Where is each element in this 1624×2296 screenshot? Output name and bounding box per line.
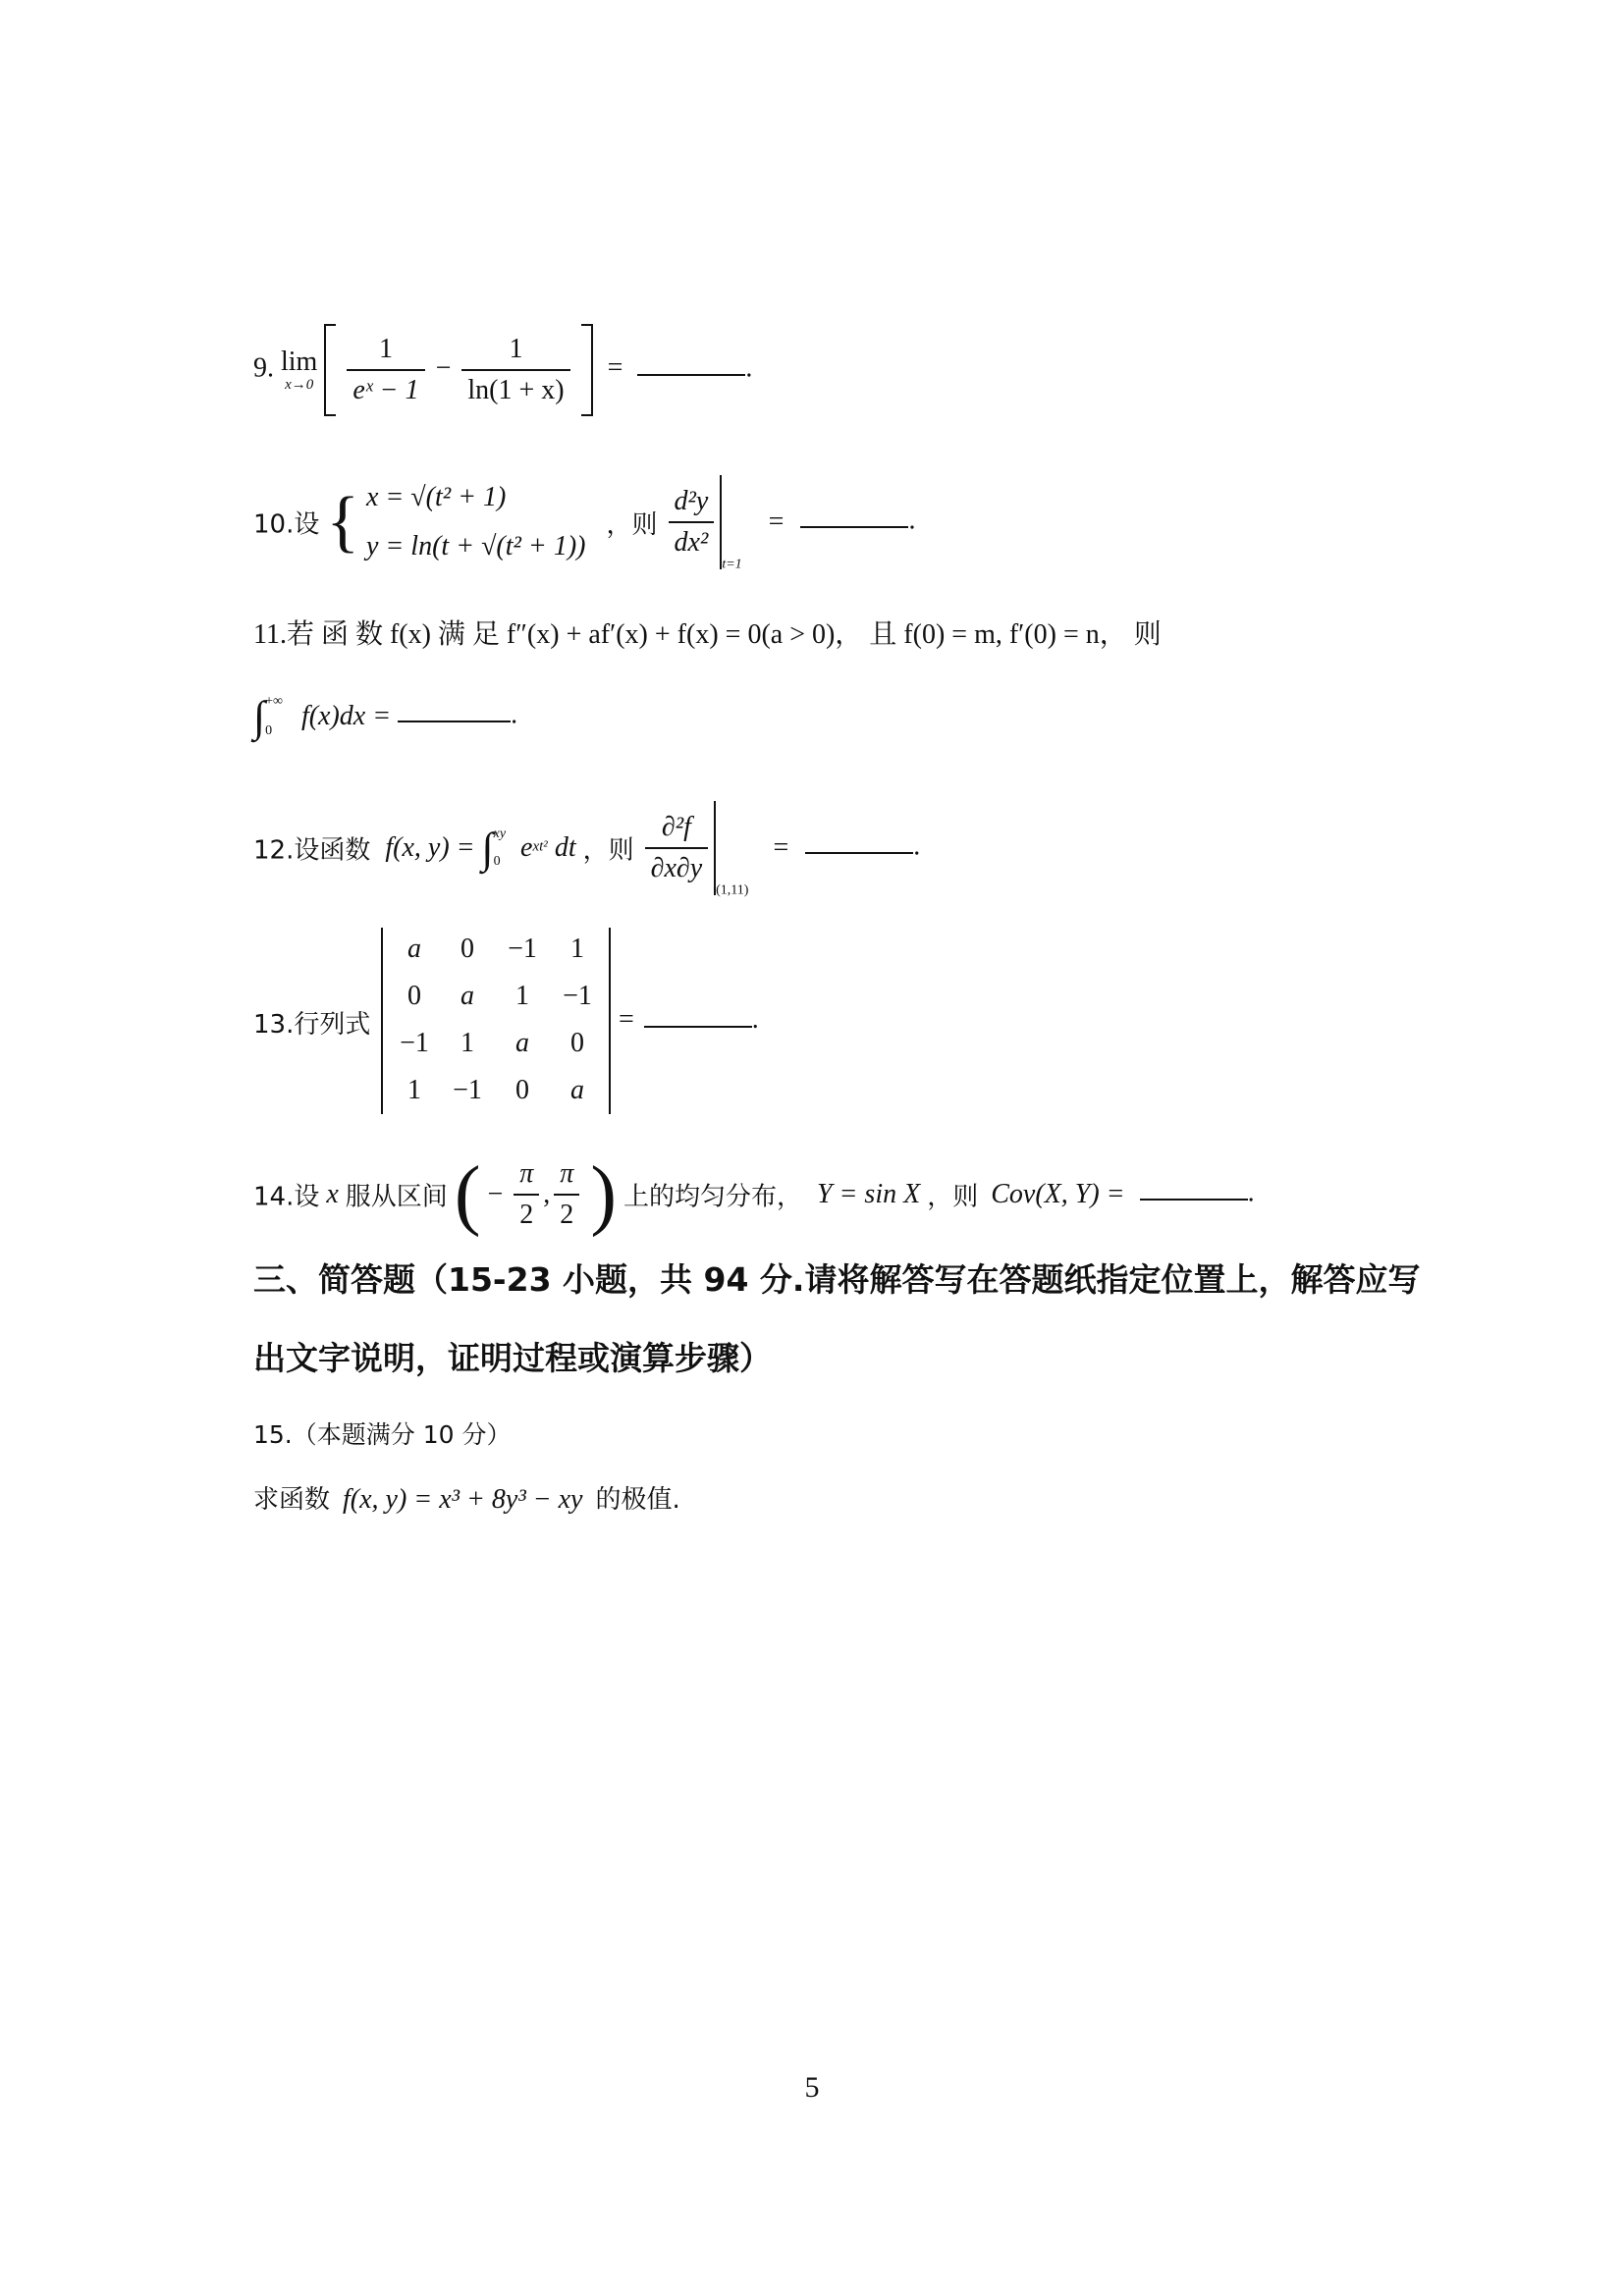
- det-cell: 1: [460, 1028, 474, 1058]
- q15-formula: f(x, y) = x³ + 8y³ − xy: [343, 1484, 583, 1515]
- q12-integral-icon: ∫: [481, 824, 494, 873]
- q11-lower: 0: [265, 723, 273, 738]
- q12-partial: [645, 808, 709, 888]
- section-3-heading-line1: 三、简答题（15-23 小题，共 94 分.请将解答写在答题纸指定位置上，解答应写: [253, 1260, 1421, 1299]
- q13-end: .: [751, 1004, 759, 1035]
- q15-header: 15.（本题满分 10 分）: [253, 1420, 512, 1449]
- q12-num: ∂²f: [645, 808, 709, 849]
- det-cell: 0: [407, 981, 421, 1011]
- det-cell: 0: [515, 1075, 529, 1105]
- det-cell: 1: [407, 1075, 421, 1105]
- q14-text1: 服从区间: [345, 1182, 448, 1212]
- q12-dt: dt: [554, 832, 576, 863]
- q14-frac-2: [554, 1154, 579, 1235]
- q15-suffix: 的极值.: [595, 1485, 680, 1515]
- q13-equals: =: [619, 1004, 634, 1035]
- question-10: [253, 473, 915, 572]
- det-cell: −1: [453, 1075, 482, 1105]
- q9-num1: 1: [347, 330, 424, 371]
- q9-left-bracket: [324, 324, 336, 416]
- q12-answer-blank[interactable]: [805, 852, 913, 854]
- q14-left-paren: (: [454, 1151, 481, 1238]
- det-cell: 0: [460, 934, 474, 964]
- q9-right-bracket: [581, 324, 593, 416]
- page-number: 5: [804, 2071, 820, 2104]
- q10-eq1: x = √(t² + 1): [365, 482, 507, 512]
- q12-eval-bar: [714, 801, 716, 895]
- q9-lim-sub: x→0: [285, 377, 314, 393]
- q15-prefix: 求函数: [253, 1485, 331, 1515]
- q11-answer-blank[interactable]: [398, 721, 511, 722]
- det-cell: 0: [570, 1028, 584, 1058]
- q11-line1: 11.若 函 数 f(x) 满 足 f″(x) + af′(x) + f(x) = 0(a > 0)， 且 f(0) = m, f′(0) = n， 则: [253, 619, 1162, 650]
- q10-mid: ，则: [606, 509, 658, 540]
- q12-den: ∂x∂y: [650, 853, 703, 883]
- q10-derivative: [669, 482, 715, 562]
- det-cell: −1: [563, 981, 592, 1011]
- q10-brace: {: [326, 484, 359, 560]
- q14-comma: ,: [543, 1179, 551, 1209]
- q9-num2: 1: [461, 330, 569, 371]
- q14-var: x: [326, 1179, 339, 1209]
- q14-cov: Cov(X, Y) =: [991, 1179, 1125, 1209]
- q9-equals: =: [607, 352, 623, 384]
- q14-neg: −: [487, 1179, 504, 1209]
- q12-prefix: 12.设函数: [253, 835, 371, 866]
- q9-lim: lim: [281, 347, 318, 377]
- q13-answer: [619, 1004, 759, 1036]
- det-cell: a: [460, 981, 474, 1011]
- q13-answer-blank[interactable]: [644, 1026, 752, 1028]
- q11-end: .: [511, 699, 518, 730]
- q14-text3: ，则: [927, 1182, 979, 1212]
- q12-eval: (1,11): [716, 882, 749, 898]
- q10-eval: t=1: [722, 557, 742, 572]
- q10-answer-blank[interactable]: [800, 526, 908, 528]
- det-cell: a: [570, 1075, 584, 1105]
- det-cell: a: [515, 1028, 529, 1058]
- det-cell: −1: [508, 934, 537, 964]
- integral-sign-icon: ∫: [253, 692, 266, 741]
- q9-number: 9.: [253, 352, 274, 384]
- q14-formula: Y = sin X: [816, 1179, 921, 1209]
- q12-lower: 0: [493, 854, 501, 869]
- q12-end: .: [913, 830, 921, 862]
- q10-eq2: y = ln(t + √(t² + 1)): [365, 531, 586, 561]
- q12-upper: xy: [493, 827, 507, 841]
- q14-two-2: 2: [560, 1200, 574, 1230]
- det-cell: −1: [400, 1028, 429, 1058]
- q10-den: dx²: [674, 527, 709, 558]
- q10-eval-bar: [720, 475, 722, 569]
- q14-text2: 上的均匀分布，: [623, 1182, 802, 1212]
- q14-prefix: 14.设: [253, 1182, 320, 1212]
- q14-answer-blank[interactable]: [1140, 1199, 1248, 1201]
- q14-end: .: [1247, 1177, 1255, 1208]
- q10-equals: =: [768, 507, 785, 537]
- q12-exp: xt²: [532, 838, 548, 855]
- q10-num: d²y: [669, 482, 715, 523]
- q14-pi-2: π: [554, 1154, 579, 1196]
- q10-prefix: 10.设: [253, 509, 320, 540]
- question-11-integral: [253, 687, 517, 746]
- q10-system: [366, 473, 586, 571]
- q13-prefix: 13.行列式: [253, 1010, 371, 1040]
- q10-end: .: [908, 505, 916, 536]
- q12-mid: ，则: [582, 835, 634, 866]
- question-15: [253, 1479, 680, 1516]
- question-9: [253, 324, 752, 416]
- q13-determinant: [381, 928, 611, 1114]
- q9-den1: eˣ − 1: [352, 375, 419, 405]
- q9-fraction-1: [347, 330, 424, 410]
- q11-integrand: f(x)dx =: [300, 701, 392, 731]
- q12-func: f(x, y) =: [385, 832, 475, 863]
- q14-pi-1: π: [514, 1154, 539, 1196]
- q12-equals: =: [773, 832, 789, 863]
- section-3-heading-line2: 出文字说明，证明过程或演算步骤）: [253, 1339, 772, 1377]
- question-11: [253, 613, 1162, 652]
- question-12: [253, 801, 920, 898]
- q14-two-1: 2: [519, 1200, 534, 1230]
- q11-upper: +∞: [265, 694, 283, 709]
- q9-answer-blank[interactable]: [637, 374, 745, 376]
- q12-integrand: e: [520, 832, 533, 863]
- det-cell: 1: [515, 981, 529, 1011]
- q14-right-paren: ): [590, 1151, 617, 1238]
- q9-end: .: [745, 352, 753, 384]
- q9-den2: ln(1 + x): [467, 375, 565, 405]
- det-cell: 1: [570, 934, 584, 964]
- q9-fraction-2: [461, 330, 569, 410]
- det-cell: a: [407, 934, 421, 964]
- question-14: [253, 1150, 1255, 1239]
- q9-minus: −: [435, 352, 452, 384]
- q14-frac-1: [514, 1154, 539, 1235]
